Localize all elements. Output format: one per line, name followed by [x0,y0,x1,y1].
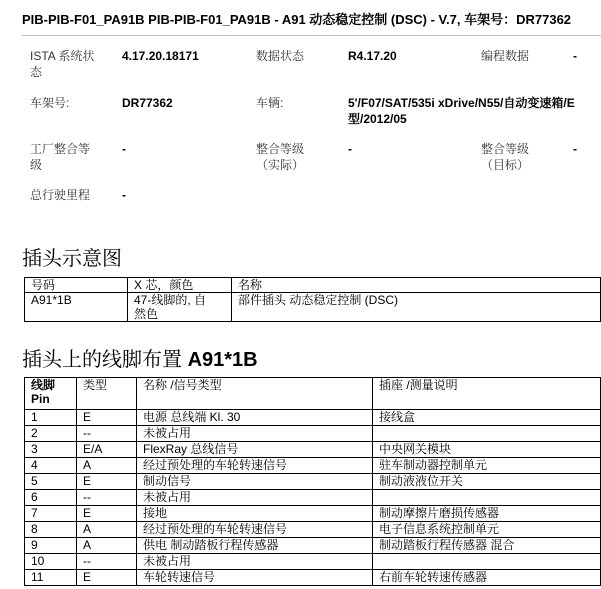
pin-signal: 未被占用 [137,554,373,570]
pin-type: -- [77,426,137,442]
pin-number: 11 [25,570,77,586]
table-row [25,442,601,458]
programming-value: - [573,49,577,63]
pin-signal: 制动信号 [137,474,373,490]
ista-value: 4.17.20.18171 [122,49,199,63]
table-row [25,426,601,442]
pin-measurement [373,490,601,506]
data-status-label: 数据状态 [256,49,305,63]
table-row [25,570,601,586]
pin-col-type: 类型 [77,378,137,410]
target-level-value: - [573,142,577,156]
pin-number: 4 [25,458,77,474]
pin-measurement: 中央网关模块 [373,442,601,458]
connector-table-row [25,293,601,322]
pin-table [24,377,601,586]
pin-number: 3 [25,442,77,458]
pin-number: 10 [25,554,77,570]
pin-measurement [373,554,601,570]
pin-signal: 未被占用 [137,490,373,506]
document-header: PIB-PIB-F01_PA91B PIB-PIB-F01_PA91B - A91 动态稳定控制 (DSC) - V.7, 车架号：DR77362 [22,12,572,27]
pin-number: 6 [25,490,77,506]
pin-type: E [77,410,137,426]
pin-number: 9 [25,538,77,554]
pin-number: 8 [25,522,77,538]
factory-level-label: 工厂整合等 级 [30,142,91,172]
pin-number: 2 [25,426,77,442]
pin-col-measurement: 插座 /测量说明 [373,378,601,410]
connector-col-name: 名称 [232,278,601,293]
mileage-label: 总行驶里程 [30,188,91,202]
pin-measurement: 接线盒 [373,410,601,426]
table-row [25,490,601,506]
pin-type: E/A [77,442,137,458]
pin-section-title-connector: A91*1B [187,349,258,371]
pin-signal: 经过预处理的车轮转速信号 [137,458,373,474]
pin-type: A [77,458,137,474]
connector-pins-color: 47-线脚的, 自 然色 [128,293,232,322]
vin-label: 车架号: [30,96,70,110]
connector-col-number: 号码 [25,278,128,293]
pin-section-title-prefix: 插头上的线脚布置 [22,349,188,371]
connector-name: 部件插头 动态稳定控制 (DSC) [232,293,601,322]
pin-section-title [22,343,258,372]
programming-label: 编程数据 [481,49,530,63]
pin-table-header [25,378,601,410]
mileage-value: - [122,188,126,202]
connector-table [24,277,601,322]
pin-col-signal: 名称 /信号类型 [137,378,373,410]
header-divider [22,35,601,36]
target-level-label: 整合等级 （目标） [481,142,530,172]
pin-signal: 车轮转速信号 [137,570,373,586]
connector-table-header [25,278,601,293]
pin-measurement: 电子信息系统控制单元 [373,522,601,538]
ista-label: ISTA 系统状 态 [30,49,95,79]
actual-level-label: 整合等级 （实际） [256,142,305,172]
table-row [25,410,601,426]
vehicle-value: 5'/F07/SAT/535i xDrive/N55/自动变速箱/E 型/2012/05 [348,96,575,126]
pin-type: -- [77,554,137,570]
pin-number: 5 [25,474,77,490]
pin-type: A [77,538,137,554]
pin-measurement: 制动踏板行程传感器 混合 [373,538,601,554]
table-row [25,506,601,522]
actual-level-value: - [348,142,352,156]
connector-section-title: 插头示意图 [22,248,122,270]
table-row [25,538,601,554]
pin-type: A [77,522,137,538]
pin-measurement: 制动液液位开关 [373,474,601,490]
pin-measurement: 驻车制动器控制单元 [373,458,601,474]
table-row [25,554,601,570]
table-row [25,474,601,490]
vin-value: DR77362 [122,96,173,110]
pin-measurement: 右前车轮转速传感器 [373,570,601,586]
pin-type: E [77,570,137,586]
pin-type: E [77,474,137,490]
vehicle-label: 车辆: [256,96,284,110]
pin-signal: 供电 制动踏板行程传感器 [137,538,373,554]
pin-type: -- [77,490,137,506]
pin-signal: FlexRay 总线信号 [137,442,373,458]
pin-signal: 电源 总线端 Kl. 30 [137,410,373,426]
pin-measurement [373,426,601,442]
pin-col-pin: 线脚 Pin [25,378,77,410]
pin-signal: 未被占用 [137,426,373,442]
data-status-value: R4.17.20 [348,49,397,63]
connector-col-pins-color: X 芯，颜色 [128,278,232,293]
pin-number: 7 [25,506,77,522]
pin-type: E [77,506,137,522]
pin-signal: 经过预处理的车轮转速信号 [137,522,373,538]
table-row [25,522,601,538]
factory-level-value: - [122,142,126,156]
pin-table-body [25,410,601,586]
connector-number: A91*1B [25,293,128,322]
table-row [25,458,601,474]
pin-signal: 接地 [137,506,373,522]
pin-measurement: 制动摩擦片磨损传感器 [373,506,601,522]
pin-number: 1 [25,410,77,426]
